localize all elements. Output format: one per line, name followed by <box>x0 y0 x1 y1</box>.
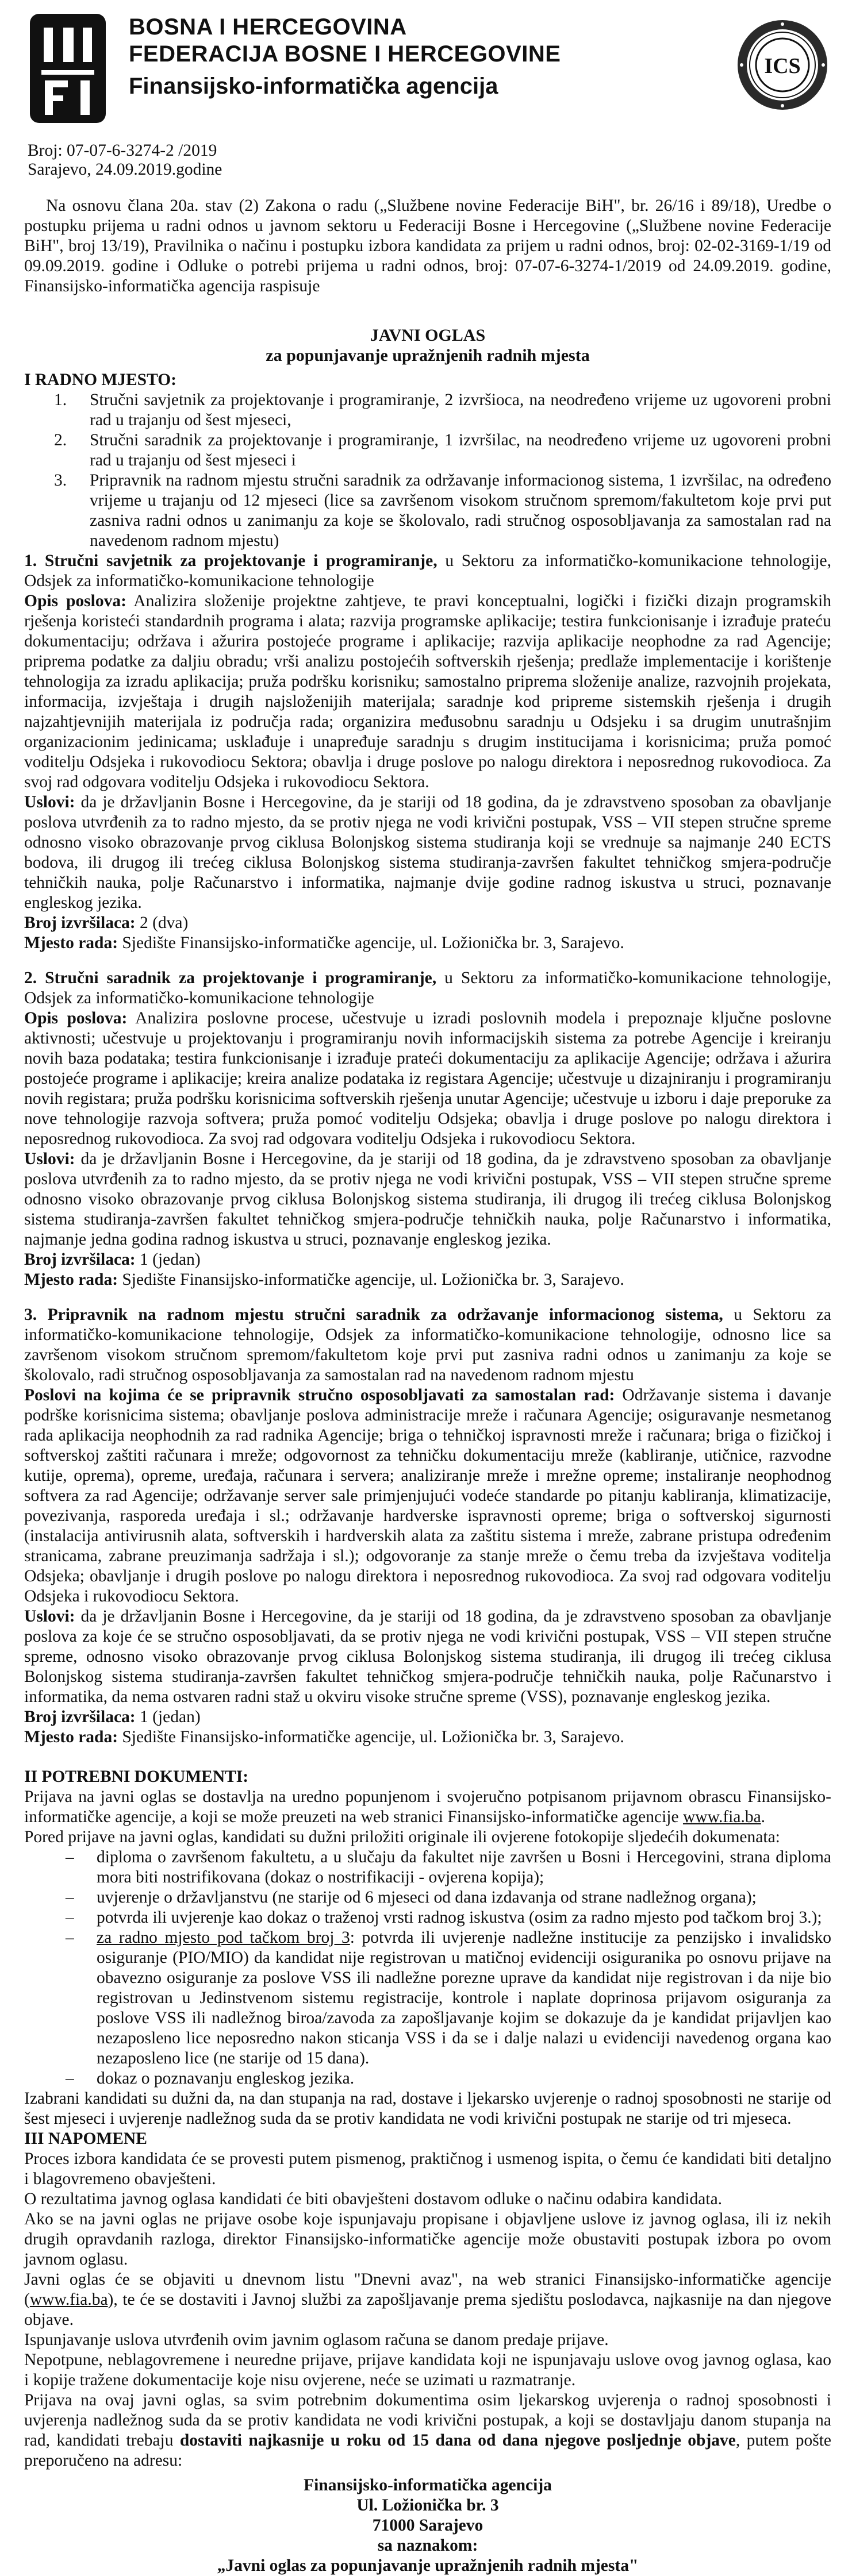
note-paragraph: Javni oglas će se objaviti u dnevnom listu "Dnevni avaz", na web stranici Finansijsko-informatičke agencije (www.fia.ba), te će se dostaviti i Javnoj službi za zapošljavanje prema sjedištu poslodavca, najkasnije na dan njegove objave. <box>24 2270 831 2329</box>
section-heading-positions: I RADNO MJESTO: <box>24 371 176 389</box>
announcement-heading: JAVNI OGLAS <box>370 326 486 345</box>
website-link[interactable]: www.fia.ba <box>682 1808 761 1826</box>
document-item: – za radno mjesto pod tačkom broj 3: potvrda ili uvjerenje nadležne institucije za penzijsko i invalidsko osiguranje (PIO/MIO) da kandidat nije registrovan u matičnoj evidenciji osiguranika po osnovu prijave na obavezno osiguranje za poslove VSS ili nadležne porezne uprave da kandidat nije registrovan i da nije bio registrovan u Jedinstvenom sistemu registracije, kontrole i naplate doprinosa prijavom osiguranja za poslove VSS ili nadležnog biroa/zavoda za zapošljavanje kojim se dokazuje da je kandidat prijavljen kao nezaposleno lice neposredno nakon sticanja VSS i da se i dalje nalazi u evidenciji navedenog organa kao nezaposleno lice (ne starije od 15 dana). <box>66 1928 831 2067</box>
address-agency: Finansijsko-informatička agencija <box>304 2476 552 2494</box>
required-docs-intro: Pored prijave na javni oglas, kandidati su dužni priložiti originale ili ovjerene fotokopije sljedećih dokumenata: <box>24 1828 780 1846</box>
document-item: – potvrda ili uvjerenje kao dokaz o traženoj vrsti radnog iskustva (osim za radno mjesto pod tačkom broj 3.); <box>66 1908 822 1927</box>
org-line-federation: FEDERACIJA BOSNE I HERCEGOVINE <box>129 41 561 67</box>
reference-number: Broj: 07-07-6-3274-2 /2019 <box>28 141 217 160</box>
document-item: – diploma o završenom fakultetu, a u slučaju da fakultet nije završen u Bosni i Hercegovini, strana diploma mora biti nostrifikovana (dokaz o nostrifikaciji - ovjerena kopija); <box>66 1848 831 1886</box>
organization-name <box>129 14 561 101</box>
letterhead <box>24 10 831 179</box>
position-item: 3. Pripravnik na radnom mjestu stručni saradnik za održavanje informacionog sistema, 1 izvršilac, na određeno vrijeme u trajanju od 12 mjeseci (lice sa završenom visokom stručnom spremom/fakultetom koje prvi put zasniva radni odnos u zanimanju za koje se školovalo, radi stručnog osposobljavanja za samostalan rad na navedenom radnom mjestu) <box>54 471 831 550</box>
org-line-country: BOSNA I HERCEGOVINA <box>129 14 407 40</box>
note-paragraph: O rezultatima javnog oglasa kandidati će biti obavješteni dostavom odluke o načinu odabira kandidata. <box>24 2190 723 2208</box>
position-item: 1. Stručni savjetnik za projektovanje i programiranje, 2 izvršioca, na neodređeno vrijeme uz ugovoreni probni rad u trajanju od šest mjeseci, <box>54 391 831 429</box>
section-heading-notes: III NAPOMENE <box>24 2130 147 2148</box>
note-paragraph: Ispunjavanje uslova utvrđenih ovim javnim oglasom računa se danom predaje prijave. <box>24 2331 609 2349</box>
reference-date: Sarajevo, 24.09.2019.godine <box>28 160 222 179</box>
job-title: 3. Pripravnik na radnom mjestu stručni saradnik za održavanje informacionog sistema, <box>24 1306 723 1324</box>
position-item: 2. Stručni saradnik za projektovanje i programiranje, 1 izvršilac, na neodređeno vrijeme uz ugovoreni probni rad u trajanju od šest mjeseci i <box>54 431 831 469</box>
ics-certification-seal <box>736 18 829 111</box>
legal-basis-paragraph: Na osnovu člana 20a. stav (2) Zakona o radu („Službene novine Federacije BiH", br. 26/16 i 89/18), Uredbe o postupku prijema u radni odnos u javnom sektoru u Federaciji Bosne i Hercegovine („Službene novine Federacije BiH", broj 13/19), Pravilnika o načinu i postupku izbora kandidata za prijem u radni odnos, broj: 02-02-3169-1/19 od 09.09.2019. godine i Odluke o potrebi prijema u radni odnos, broj: 07-07-6-3274-1/2019 od 24.09.2019. godine, Finansijsko-informatička agencija raspisuje <box>24 197 831 295</box>
note-paragraph: Proces izbora kandidata će se provesti putem pismenog, praktičnog i usmenog ispita, o čemu će kandidati biti detaljno i blagovremeno obavješteni. <box>24 2150 831 2188</box>
positions-list <box>24 390 831 551</box>
address-street: Ul. Ložionička br. 3 <box>356 2496 499 2515</box>
note-paragraph: Ako se na javni oglas ne prijave osobe koje ispunjavaju propisane i objavljene uslove iz javnog oglasa, ili iz nekih drugih opravdanih razloga, direktor Finansijsko-informatičke agencije može obustaviti postupak izbora po ovom javnom oglasu. <box>24 2210 831 2269</box>
document-reference <box>28 141 222 179</box>
announcement-title <box>24 325 831 365</box>
address-city: 71000 Sarajevo <box>372 2516 483 2535</box>
website-link[interactable]: www.fia.ba <box>29 2290 108 2309</box>
job-description-1: 1. Stručni savjetnik za projektovanje i programiranje, u Sektoru za informatičko-komunikacione tehnologije, Odsjek za informatičko-komunikacione tehnologije Opis poslova: Analizira složenije projektne zahtjeve, te pravi konceptualni, logički i fizički dizajn programskih rješenja koristeći standardnih programa i alata; razvija programske aplikacije; testira funkcionisanje i izrađuje prateću dokumentaciju; održava i ažurira postojeće programe i aplikacije; razvija aplikacije neophodne za rad Agencije; priprema podatke za daljiu obradu; vrši analizu postojećih softverskih rješenja; predlaže implementacije i korištenje tehnologija za izradu aplikacija; pruža podršku korisniku; samostalno priprema složenije analize, razvojnih projekata, informacija, izvještaja i drugih najsloženijih materijala; saradnje kod pripreme sistemskih rješenja i drugih najzahtjevnijih materijala iz područja rada; organizira međusobnu saradnju u Odsjeku i sa drugim unutrašnjim organizacionim jedinicama; usklađuje i unapređuje saradnju s drugim institucijama i korisnicima; pruža pomoć voditelju Odsjeka i rukovodiocu Sektora; obavlja i druge poslove po nalogu direktora i neposrednog rukovodioca. Za svoj rad odgovara voditelju Odsjeka i rukovodiocu Sektora. Uslovi: da je državljanin Bosne i Hercegovine, da je stariji od 18 godina, da je zdravstveno sposoban za obavljanje poslova utvrđenih za to radno mjesto, da se protiv njega ne vodi krivični postupak, VSS – VII stepen stručne spreme odnosno visoko obrazovanje prvog ciklusa Bolonjskog sistema studiranja koji se vrednuje sa najmanje 240 ECTS bodova, ili drugog ili trećeg ciklusa Bolonjskog sistema studiranja-završen fakultet tehničkog smjera-područje tehničkih nauka, polje Računarstvo i informatika, najmanje dvije godine radnog iskustva u struci, poznavanje engleskog jezika. Broj izvršilaca: 2 (dva) Mjesto rada: Sjedište Finansijsko-informatičke agencije, ul. Ložionička br. 3, Sarajevo. <box>24 552 832 952</box>
svg-text:ICS: ICS <box>764 54 801 78</box>
selected-candidates-paragraph: Izabrani kandidati su dužni da, na dan stupanja na rad, dostave i ljekarsko uvjerenje o radnoj sposobnosti ne starije od šest mjeseci i uvjerenje nadležnog suda da se protiv kandidata ne vodi krivični postupak ne starije od tri mjeseca. <box>24 2089 831 2128</box>
job-description-2: 2. Stručni saradnik za projektovanje i programiranje, u Sektoru za informatičko-komunikacione tehnologije, Odsjek za informatičko-komunikacione tehnologije Opis poslova: Analizira poslovne procese, učestvuje u izradi poslovnih modela i prepoznaje ključne poslovne aktivnosti; učestvuje u projektovanju i programiranju novih informacijskih sistema za potrebe Agencije i kreiranju novih baza podataka; testira funkcionisanje i izrađuje prateći dokumentaciju za aplikacije Agencije; održava i ažurira postojeće programe i aplikacije; kreira analize podataka iz registara Agencije; učestvuje u dizajniranju i programiranju novih registara; pruža podršku korisnicima softverskih rješenja unutar Agencije; učestvuje u izboru i daje preporuke za nove tehnologije razvoja softvera; pruža pomoć voditelju Odsjeka; obavlja i druge poslove po nalogu direktora i neposrednog rukovodioca. Za svoj rad odgovara voditelju Odsjeka i rukovodiocu Sektora. Uslovi: da je državljanin Bosne i Hercegovine, da je stariji od 18 godina, da je zdravstveno sposoban za obavljanje poslova utvrđenih za to radno mjesto, da se protiv njega ne vodi krivični postupak, VSS – VII stepen stručne spreme odnosno visoko obrazovanje prvog ciklusa Bolonjskog sistema studiranja, ili drugog ili trećeg ciklusa Bolonjskog sistema studiranja-završen fakultet tehničkog smjera-područje tehničkih nauka, polje Računarstvo i informatika, najmanje jedna godina radnog iskustva u struci, poznavanje engleskog jezika. Broj izvršilaca: 1 (jedan) Mjesto rada: Sjedište Finansijsko-informatičke agencije, ul. Ložionička br. 3, Sarajevo. <box>24 969 832 1289</box>
announcement-subheading: za popunjavanje upražnjenih radnih mjesta <box>266 346 590 365</box>
section-heading-documents: II POTREBNI DOKUMENTI: <box>24 1768 249 1786</box>
document-item: – uvjerenje o državljanstvu (ne starije od 6 mjeseci od dana izdavanja od strane nadležnog organa); <box>66 1888 757 1907</box>
address-note: „Javni oglas za popunjavanje upražnjenih radnih mjesta" <box>217 2556 639 2575</box>
job-description-3: 3. Pripravnik na radnom mjestu stručni saradnik za održavanje informacionog sistema, u Sektoru za informatičko-komunikacione tehnologije, Odsjek za informatičko-komunikacione tehnologije, odnosno lice sa završenom visokom stručnom spremom/fakultetom koje prvi put zasniva radni odnos u zanimanju za koje se školovalo, radi stručnog osposobljavanja za samostalan rad na navedenom radnom mjestu Poslovi na kojima će se pripravnik stručno osposobljavati za samostalan rad: Održavanje sistema i davanje podrške korisnicima sistema; obavljanje poslova administracije mreže i računara Agencije; osiguravanje nesmetanog rada aplikacija neophodnih za rad radnika Agencije; briga o tehničkoj ispravnosti mreže i računara; briga o fizičkoj i softverskoj zaštiti računara i mreže; odgovornost za tehničku dokumentaciju mreže (kabliranje, utičnice, razvodne kutije, oprema), opreme, uređaja, računara i servera; analiziranje mreže i mrežne opreme; instaliranje neophodnog softvera za rad Agencije; održavanje server sale primjenjujući vodeće standarde po pitanju kabliranja, klimatizacije, povezivanja, rasporeda uređaja i sl.; održavanje hardverske ispravnosti opreme; briga o softverskoj sigurnosti (instalacija antivirusnih alata, softverskih i hardverskih alata za zaštitu sistema i mreže, zabrane pristupa određenim stranicama, zabrane preuzimanja sadržaja i sl.); odgovoranje za stanje mreže o čemu treba da izvještava voditelja Odsjeka; obavljanje i drugih poslove po nalogu direktora i neposrednog rukovodioca. Za svoj rad odgovara voditelju Odsjeka i rukovodiocu Sektora. Uslovi: da je državljanin Bosne i Hercegovine, da je stariji od 18 godina, da je zdravstveno sposoban za obavljanje poslova za koje će se stručno osposobljavati, da se protiv njega ne vodi krivični postupak, VSS – VII stepen stručne spreme, odnosno visoko obrazovanje prvog ciklusa Bolonjskog sistema studiranja, ili drugog ili trećeg ciklusa Bolonjskog sistema studiranja-završen fakultet tehničkog smjera-područje tehničkih nauka, polje Računarstvo i informatika, da nema ostvaren radni staž u okviru visoke stručne spreme (VSS), poznavanje engleskog jezika. Broj izvršilaca: 1 (jedan) Mjesto rada: Sjedište Finansijsko-informatičke agencije, ul. Ložionička br. 3, Sarajevo. <box>24 1306 831 1746</box>
application-form-paragraph: Prijava na javni oglas se dostavlja na uredno popunjenom i svojeručno potpisanom prijavnom obrascu Finansijsko-informatičke agencije, a koji se može preuzeti na web stranici Finansijsko-informatičke agencije www.fia.ba. <box>24 1788 831 1826</box>
document-item: – dokaz o poznavanju engleskog jezika. <box>66 2069 355 2088</box>
mailing-address <box>24 2475 831 2576</box>
fia-logo <box>28 11 108 125</box>
note-paragraph: Nepotpune, neblagovremene i neuredne prijave, prijave kandidata koji ne ispunjavaju uslove ovog javnog oglasa, kao i kopije tražene dokumentacije koje nisu ovjerene, neće se uzimati u razmatranje. <box>24 2351 831 2389</box>
org-line-agency: Finansijsko-informatička agencija <box>129 74 498 99</box>
job-title: 1. Stručni savjetnik za projektovanje i programiranje, <box>24 552 437 570</box>
required-documents-list <box>24 1847 831 2089</box>
address-note-label: sa naznakom: <box>377 2536 478 2555</box>
note-paragraph: Prijava na ovaj javni oglas, sa svim potrebnim dokumentima osim ljekarskog uvjerenja o radnoj sposobnosti i uvjerenja nadležnog suda da se protiv kandidata ne vodi krivični postupak, a koji se dostavljaju danom stupanja na rad, kandidati trebaju dostaviti najkasnije u roku od 15 dana od dana njegove posljednje objave, putem pošte preporučeno na adresu: <box>24 2391 831 2470</box>
job-title: 2. Stručni saradnik za projektovanje i programiranje, <box>24 969 437 987</box>
